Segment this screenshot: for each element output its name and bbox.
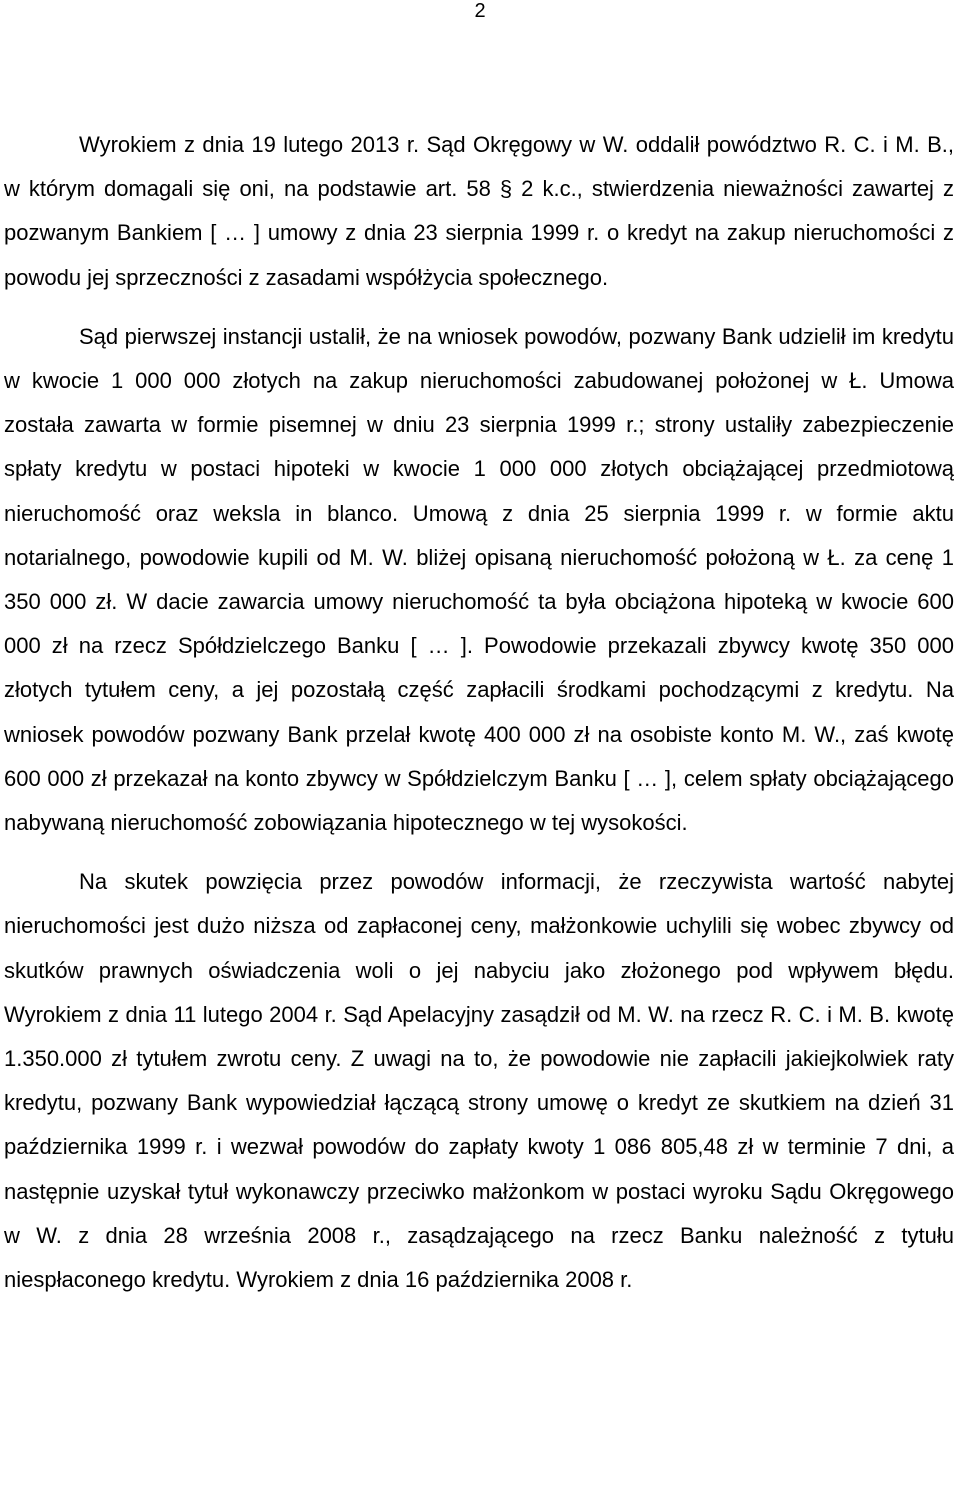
page-number: 2 <box>474 0 486 22</box>
paragraph-3: Na skutek powzięcia przez powodów informacji, że rzeczywista wartość nabytej nieruchomości jest dużo niższa od zapłaconej ceny, małżonkowie uchylili się wobec zbywcy od skutków prawnych oświadczenia woli o jej nabyciu jako złożonego pod wpływem błędu. Wyrokiem z dnia 11 lutego 2004 r. Sąd Apelacyjny zasądził od M. W. na rzecz R. C. i M. B. kwotę 1.350.000 zł tytułem zwrotu ceny. Z uwagi na to, że powodowie nie zapłacili jakiejkolwiek raty kredytu, pozwany Bank wypowiedział łączącą strony umowę o kredyt ze skutkiem na dzień 31 października 1999 r. i wezwał powodów do zapłaty kwoty 1 086 805,48 zł w terminie 7 dni, a następnie uzyskał tytuł wykonawczy przeciwko małżonkom w postaci wyroku Sądu Okręgowego w W. z dnia 28 września 2008 r., zasądzającego na rzecz Banku należność z tytułu niespłaconego kredytu. Wyrokiem z dnia 16 października 2008 r. <box>4 869 954 1293</box>
paragraph-1: Wyrokiem z dnia 19 lutego 2013 r. Sąd Okręgowy w W. oddalił powództwo R. C. i M. B., w którym domagali się oni, na podstawie art. 58 § 2 k.c., stwierdzenia nieważności zawartej z pozwanym Bankiem [ … ] umowy z dnia 23 sierpnia 1999 r. o kredyt na zakup nieruchomości z powodu jej sprzeczności z zasadami współżycia społecznego. <box>4 132 954 290</box>
document-body <box>4 123 954 1302</box>
paragraph-2: Sąd pierwszej instancji ustalił, że na wniosek powodów, pozwany Bank udzielił im kredytu w kwocie 1 000 000 złotych na zakup nieruchomości zabudowanej położonej w Ł. Umowa została zawarta w formie pisemnej w dniu 23 sierpnia 1999 r.; strony ustaliły zabezpieczenie spłaty kredytu w postaci hipoteki w kwocie 1 000 000 złotych obciążającej przedmiotową nieruchomość oraz weksla in blanco. Umową z dnia 25 sierpnia 1999 r. w formie aktu notarialnego, powodowie kupili od M. W. bliżej opisaną nieruchomość położoną w Ł. za cenę 1 350 000 zł. W dacie zawarcia umowy nieruchomość ta była obciążona hipoteką w kwocie 600 000 zł na rzecz Spółdzielczego Banku [ … ]. Powodowie przekazali zbywcy kwotę 350 000 złotych tytułem ceny, a jej pozostałą część zapłacili środkami pochodzącymi z kredytu. Na wniosek powodów pozwany Bank przelał kwotę 400 000 zł na osobiste konto M. W., zaś kwotę 600 000 zł przekazał na konto zbywcy w Spółdzielczym Banku [ … ], celem spłaty obciążającego nabywaną nieruchomość zobowiązania hipotecznego w tej wysokości. <box>4 323 954 836</box>
